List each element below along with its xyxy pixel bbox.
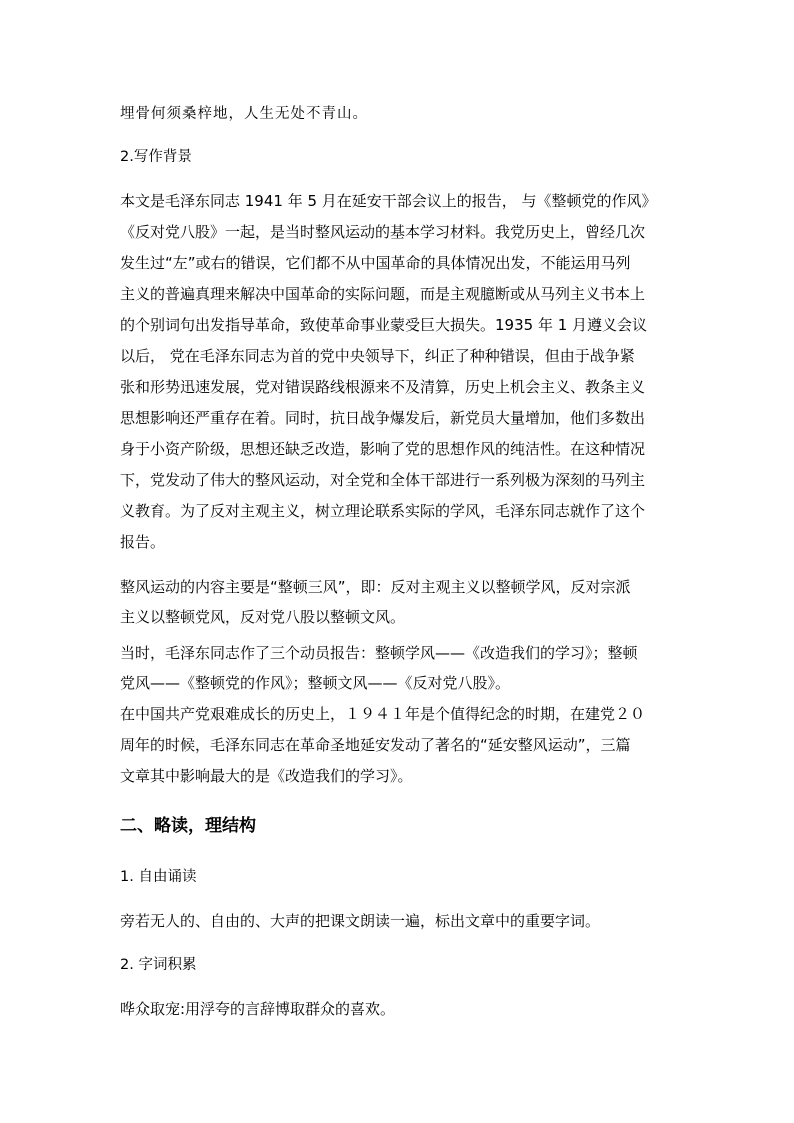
writing-background-heading: 2.写作背景 — [120, 149, 192, 165]
paragraph-line: 本文是毛泽东同志 1941 年 5 月在延安干部会议上的报告， 与《整顿党的作风》 — [120, 192, 657, 210]
vocabulary-heading: 2. 字词积累 — [120, 957, 197, 973]
free-reading-heading: 1. 自由诵读 — [120, 869, 197, 885]
section-title: 二、略读，理结构 — [120, 816, 256, 836]
paragraph-line: 发生过“左”或右的错误，它们都不从中国革命的具体情况出发，不能运用马列 — [120, 254, 631, 272]
paragraph-line: 思想影响还严重存在着。同时，抗日战争爆发后，新党员大量增加，他们多数出 — [120, 409, 646, 427]
paragraph-line: 周年的时候，毛泽东同志在革命圣地延安发动了著名的“延安整风运动”，三篇 — [120, 736, 631, 754]
paragraph-line: 党风——《整顿党的作风》；整顿文风——《反对党八股》。 — [120, 674, 511, 692]
paragraph-line: 文章其中影响最大的是《改造我们的学习》。 — [120, 767, 413, 785]
paragraph-line: 主义以整顿党风，反对党八股以整顿文风。 — [120, 608, 406, 626]
paragraph-line: 报告。 — [120, 533, 166, 551]
free-reading-text: 旁若无人的、自由的、大声的把课文朗读一遍，标出文章中的重要字词。 — [120, 912, 601, 930]
paragraph-line: 的个别词句出发指导革命，致使革命事业蒙受巨大损失。1935 年 1 月遵义会议 — [120, 316, 648, 334]
paragraph-line: 在中国共产党艰难成长的历史上，１９４１年是个值得纪念的时期，在建党２０ — [120, 705, 646, 723]
poem-line: 埋骨何须桑梓地，人生无处不青山。 — [120, 106, 368, 122]
paragraph-line: 整风运动的内容主要是“整顿三风”，即：反对主观主义以整顿学风，反对宗派 — [120, 578, 631, 596]
paragraph-line: 张和形势迅速发展，党对错误路线根源来不及清算，历史上机会主义、教条主义 — [120, 378, 646, 396]
paragraph-line: 以后， 党在毛泽东同志为首的党中央领导下，纠正了种种错误，但由于战争紧 — [120, 347, 635, 365]
paragraph-line: 当时，毛泽东同志作了三个动员报告：整顿学风——《改造我们的学习》；整顿 — [120, 644, 638, 662]
paragraph-line: 下，党发动了伟大的整风运动，对全党和全体干部进行一系列极为深刻的马列主 — [120, 471, 646, 489]
vocabulary-text: 哗众取宠:用浮夸的言辞博取群众的喜欢。 — [120, 1000, 396, 1018]
paragraph-line: 义教育。为了反对主观主义，树立理论联系实际的学风，毛泽东同志就作了这个 — [120, 502, 646, 520]
paragraph-line: 主义的普遍真理来解决中国革命的实际问题，而是主观臆断或从马列主义书本上 — [120, 285, 646, 303]
paragraph-line: 身于小资产阶级，思想还缺乏改造，影响了党的思想作风的纯洁性。在这种情况 — [120, 440, 646, 458]
paragraph-line: 《反对党八股》一起，是当时整风运动的基本学习材料。我党历史上，曾经几次 — [120, 223, 646, 241]
